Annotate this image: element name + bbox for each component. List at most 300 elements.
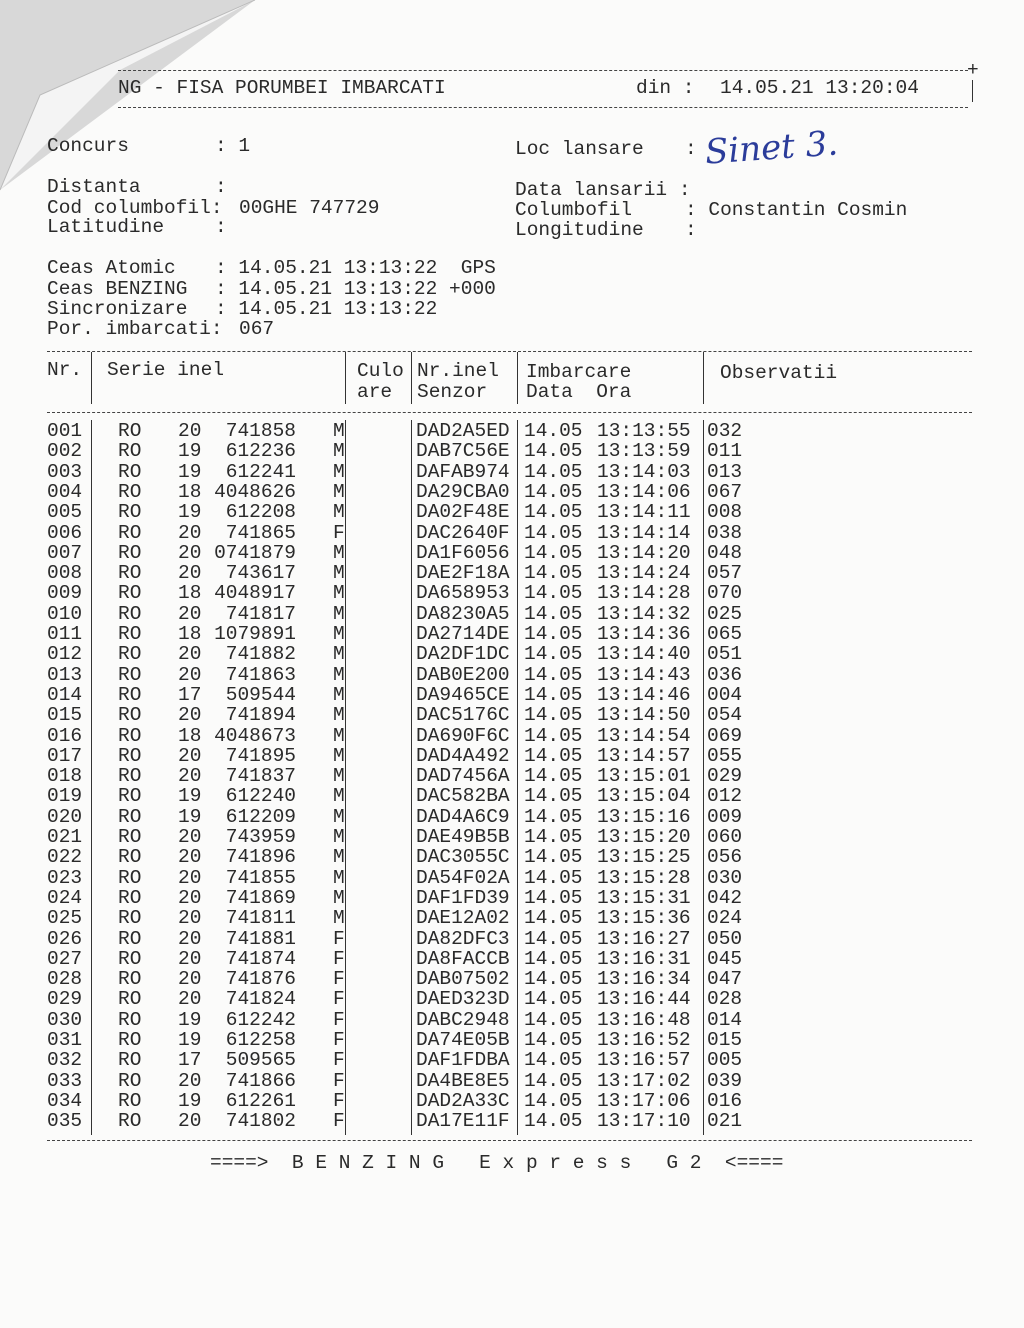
observatii-cell: 021 [707, 1110, 743, 1133]
observatii-cell: 032 [707, 420, 743, 442]
sex-cell: M [333, 866, 345, 889]
ring-number-cell: 741876 [225, 968, 296, 991]
sensor-cell: DAED323D [416, 988, 510, 1011]
col-header-inel-2: Senzor [417, 381, 488, 403]
sensor-cell: DA17E11F [416, 1110, 510, 1133]
country-cell: RO [118, 947, 142, 970]
country-cell: RO [118, 927, 142, 950]
date-cell: 14.05 [524, 521, 583, 544]
country-cell: RO [118, 562, 142, 585]
header-divider [411, 352, 412, 404]
ring-number-cell: 509544 [225, 683, 296, 706]
ring-number-cell: 4048626 [214, 480, 296, 503]
sensor-cell: DAFAB974 [416, 460, 510, 483]
nr-cell: 003 [47, 460, 83, 483]
sex-cell: F [333, 521, 345, 544]
ring-number-cell: 741837 [225, 765, 296, 788]
por-imbarcati-value: 067 [239, 318, 275, 340]
observatii-cell: 009 [707, 805, 743, 828]
year-cell: 20 [178, 907, 202, 930]
col-header-culoare-2: are [357, 381, 393, 403]
year-cell: 17 [178, 683, 202, 706]
ring-number-cell: 743959 [225, 826, 296, 848]
ring-number-cell: 741874 [225, 947, 296, 970]
date-cell: 14.05 [524, 826, 583, 848]
time-cell: 13:16:57 [597, 1049, 691, 1072]
sex-cell: M [333, 541, 345, 564]
year-cell: 17 [178, 1049, 202, 1072]
date-cell: 14.05 [524, 582, 583, 605]
date-cell: 14.05 [524, 663, 583, 686]
ring-number-cell: 741866 [225, 1069, 296, 1092]
loc-lansare-handwritten: Sinet 3. [703, 123, 840, 173]
time-cell: 13:16:31 [597, 947, 691, 970]
ring-number-cell: 741855 [225, 866, 296, 889]
year-cell: 19 [178, 1089, 202, 1112]
date-cell: 14.05 [524, 643, 583, 666]
ring-number-cell: 741817 [225, 602, 296, 625]
date-cell: 14.05 [524, 1069, 583, 1092]
time-cell: 13:14:14 [597, 521, 691, 544]
time-cell: 13:16:44 [597, 988, 691, 1011]
sensor-cell: DA1F6056 [416, 541, 510, 564]
country-cell: RO [118, 866, 142, 889]
ring-number-cell: 612209 [225, 805, 296, 828]
col-header-data-ora: Data Ora [526, 381, 632, 403]
ring-number-cell: 509565 [225, 1049, 296, 1072]
date-cell: 14.05 [524, 420, 583, 442]
country-cell: RO [118, 907, 142, 930]
nr-cell: 030 [47, 1008, 83, 1031]
date-cell: 14.05 [524, 683, 583, 706]
sex-cell: M [333, 907, 345, 930]
time-cell: 13:15:16 [597, 805, 691, 828]
header-divider [345, 352, 346, 404]
date-cell: 14.05 [524, 785, 583, 808]
sex-cell: F [333, 968, 345, 991]
loc-lansare-sep: : [685, 138, 697, 160]
country-cell: RO [118, 541, 142, 564]
table-header-rule [47, 412, 972, 413]
observatii-cell: 055 [707, 744, 743, 767]
ring-number-cell: 741895 [225, 744, 296, 767]
sex-cell: M [333, 663, 345, 686]
country-cell: RO [118, 1110, 142, 1133]
date-cell: 14.05 [524, 724, 583, 747]
time-cell: 13:14:40 [597, 643, 691, 666]
sex-cell: M [333, 562, 345, 585]
country-cell: RO [118, 1069, 142, 1092]
sensor-cell: DAD2A33C [416, 1089, 510, 1112]
sex-cell: M [333, 805, 345, 828]
time-cell: 13:15:28 [597, 866, 691, 889]
footer-banner: ====> B E N Z I N G E x p r e s s G 2 <==== [210, 1152, 784, 1174]
sensor-cell: DAD2A5ED [416, 420, 510, 442]
data-lansarii-label: Data lansarii : [515, 179, 691, 201]
sensor-cell: DAF1FDBA [416, 1049, 510, 1072]
ring-number-cell: 741869 [225, 886, 296, 909]
sex-cell: F [333, 1089, 345, 1112]
time-cell: 13:15:20 [597, 826, 691, 848]
year-cell: 19 [178, 805, 202, 828]
sensor-cell: DA690F6C [416, 724, 510, 747]
sensor-cell: DAB7C56E [416, 440, 510, 463]
ring-number-cell: 741802 [225, 1110, 296, 1133]
country-cell: RO [118, 968, 142, 991]
observatii-cell: 065 [707, 623, 743, 645]
date-cell: 14.05 [524, 744, 583, 767]
ring-number-cell: 612208 [225, 501, 296, 524]
year-cell: 20 [178, 866, 202, 889]
country-cell: RO [118, 724, 142, 747]
date-cell: 14.05 [524, 805, 583, 828]
ring-number-cell: 741881 [225, 927, 296, 950]
observatii-cell: 045 [707, 947, 743, 970]
nr-cell: 020 [47, 805, 83, 828]
time-cell: 13:16:52 [597, 1029, 691, 1051]
sex-cell: M [333, 826, 345, 848]
time-cell: 13:14:54 [597, 724, 691, 747]
nr-cell: 019 [47, 785, 83, 808]
sex-cell: M [333, 785, 345, 808]
date-cell: 14.05 [524, 623, 583, 645]
sex-cell: M [333, 501, 345, 524]
sensor-cell: DAE49B5B [416, 826, 510, 848]
year-cell: 20 [178, 886, 202, 909]
country-cell: RO [118, 886, 142, 909]
din-label: din : [636, 77, 695, 99]
year-cell: 20 [178, 1069, 202, 1092]
ceas-benzing-label: Ceas BENZING [47, 278, 188, 300]
year-cell: 19 [178, 501, 202, 524]
time-cell: 13:15:25 [597, 846, 691, 869]
ring-number-cell: 612242 [225, 1008, 296, 1031]
time-cell: 13:15:04 [597, 785, 691, 808]
sex-cell: F [333, 927, 345, 950]
observatii-cell: 057 [707, 562, 743, 585]
nr-cell: 010 [47, 602, 83, 625]
sex-cell: M [333, 704, 345, 727]
observatii-cell: 060 [707, 826, 743, 848]
folded-corner [0, 0, 260, 200]
observatii-cell: 050 [707, 927, 743, 950]
sex-cell: F [333, 988, 345, 1011]
din-value: 14.05.21 13:20:04 [720, 77, 919, 99]
year-cell: 20 [178, 521, 202, 544]
time-cell: 13:14:46 [597, 683, 691, 706]
ceas-benzing-value: : 14.05.21 13:13:22 +000 [215, 278, 496, 300]
sensor-cell: DA82DFC3 [416, 927, 510, 950]
ring-number-cell: 741894 [225, 704, 296, 727]
ring-number-cell: 4048673 [214, 724, 296, 747]
observatii-cell: 024 [707, 907, 743, 930]
country-cell: RO [118, 744, 142, 767]
col-header-observatii: Observatii [720, 362, 838, 384]
col-header-imbarcare: Imbarcare [526, 361, 632, 383]
ring-number-cell: 612258 [225, 1029, 296, 1051]
ring-number-cell: 612241 [225, 460, 296, 483]
ring-number-cell: 741882 [225, 643, 296, 666]
time-cell: 13:16:48 [597, 1008, 691, 1031]
ring-number-cell: 4048917 [214, 582, 296, 605]
sensor-cell: DA2DF1DC [416, 643, 510, 666]
cod-columbofil-label: Cod columbofil: [47, 197, 223, 219]
date-cell: 14.05 [524, 947, 583, 970]
nr-cell: 035 [47, 1110, 83, 1133]
country-cell: RO [118, 826, 142, 848]
observatii-cell: 069 [707, 724, 743, 747]
date-cell: 14.05 [524, 968, 583, 991]
columbofil-value: : Constantin Cosmin [685, 199, 908, 221]
date-cell: 14.05 [524, 440, 583, 463]
date-cell: 14.05 [524, 541, 583, 564]
date-cell: 14.05 [524, 460, 583, 483]
date-cell: 14.05 [524, 602, 583, 625]
sex-cell: F [333, 1008, 345, 1031]
column-divider [411, 420, 412, 1135]
time-cell: 13:14:32 [597, 602, 691, 625]
date-cell: 14.05 [524, 765, 583, 788]
observatii-cell: 030 [707, 866, 743, 889]
por-imbarcati-label: Por. imbarcati: [47, 318, 223, 340]
nr-cell: 029 [47, 988, 83, 1011]
observatii-cell: 038 [707, 521, 743, 544]
longitudine-label: Longitudine [515, 219, 644, 241]
sensor-cell: DAD4A6C9 [416, 805, 510, 828]
sensor-cell: DA658953 [416, 582, 510, 605]
sex-cell: M [333, 623, 345, 645]
year-cell: 20 [178, 663, 202, 686]
sex-cell: F [333, 947, 345, 970]
header-divider [517, 352, 518, 404]
nr-cell: 001 [47, 420, 83, 442]
sensor-cell: DAC582BA [416, 785, 510, 808]
table-bottom-rule [47, 1140, 972, 1141]
latitudine-sep: : [215, 216, 227, 238]
sensor-cell: DA2714DE [416, 623, 510, 645]
observatii-cell: 051 [707, 643, 743, 666]
country-cell: RO [118, 988, 142, 1011]
observatii-cell: 011 [707, 440, 743, 463]
sex-cell: F [333, 1110, 345, 1133]
time-cell: 13:14:03 [597, 460, 691, 483]
date-cell: 14.05 [524, 866, 583, 889]
ring-number-cell: 743617 [225, 562, 296, 585]
country-cell: RO [118, 501, 142, 524]
country-cell: RO [118, 704, 142, 727]
sex-cell: M [333, 582, 345, 605]
country-cell: RO [118, 460, 142, 483]
ring-number-cell: 612236 [225, 440, 296, 463]
observatii-cell: 047 [707, 968, 743, 991]
concurs-label: Concurs [47, 135, 129, 157]
sensor-cell: DA8230A5 [416, 602, 510, 625]
year-cell: 20 [178, 927, 202, 950]
sensor-cell: DA02F48E [416, 501, 510, 524]
observatii-cell: 042 [707, 886, 743, 909]
column-divider [703, 420, 704, 1135]
date-cell: 14.05 [524, 1110, 583, 1133]
time-cell: 13:17:10 [597, 1110, 691, 1133]
nr-cell: 028 [47, 968, 83, 991]
country-cell: RO [118, 480, 142, 503]
observatii-cell: 025 [707, 602, 743, 625]
nr-cell: 032 [47, 1049, 83, 1072]
observatii-cell: 056 [707, 846, 743, 869]
nr-cell: 024 [47, 886, 83, 909]
sensor-cell: DAC2640F [416, 521, 510, 544]
sensor-cell: DAD7456A [416, 765, 510, 788]
observatii-cell: 028 [707, 988, 743, 1011]
year-cell: 18 [178, 480, 202, 503]
cod-columbofil-value: 00GHE 747729 [239, 197, 380, 219]
ring-number-cell: 741896 [225, 846, 296, 869]
sex-cell: F [333, 1069, 345, 1092]
columbofil-label: Columbofil [515, 199, 633, 221]
nr-cell: 012 [47, 643, 83, 666]
year-cell: 20 [178, 602, 202, 625]
observatii-cell: 008 [707, 501, 743, 524]
nr-cell: 005 [47, 501, 83, 524]
header-divider [703, 352, 704, 404]
sex-cell: M [333, 643, 345, 666]
time-cell: 13:14:24 [597, 562, 691, 585]
country-cell: RO [118, 1049, 142, 1072]
sex-cell: M [333, 480, 345, 503]
time-cell: 13:17:02 [597, 1069, 691, 1092]
nr-cell: 013 [47, 663, 83, 686]
year-cell: 20 [178, 846, 202, 869]
time-cell: 13:17:06 [597, 1089, 691, 1112]
country-cell: RO [118, 663, 142, 686]
sex-cell: M [333, 460, 345, 483]
observatii-cell: 012 [707, 785, 743, 808]
sex-cell: M [333, 744, 345, 767]
year-cell: 20 [178, 643, 202, 666]
observatii-cell: 036 [707, 663, 743, 686]
ceas-atomic-value: : 14.05.21 13:13:22 GPS [215, 257, 496, 279]
year-cell: 19 [178, 785, 202, 808]
time-cell: 13:14:36 [597, 623, 691, 645]
sensor-cell: DA8FACCB [416, 947, 510, 970]
ring-number-cell: 612240 [225, 785, 296, 808]
sensor-cell: DAF1FD39 [416, 886, 510, 909]
distanta-label: Distanta [47, 176, 141, 198]
date-cell: 14.05 [524, 704, 583, 727]
sensor-cell: DAB0E200 [416, 663, 510, 686]
date-cell: 14.05 [524, 501, 583, 524]
year-cell: 19 [178, 1029, 202, 1051]
date-cell: 14.05 [524, 562, 583, 585]
sensor-cell: DA29CBA0 [416, 480, 510, 503]
year-cell: 20 [178, 947, 202, 970]
observatii-cell: 005 [707, 1049, 743, 1072]
date-cell: 14.05 [524, 907, 583, 930]
date-cell: 14.05 [524, 1049, 583, 1072]
time-cell: 13:13:55 [597, 420, 691, 442]
ring-number-cell: 612261 [225, 1089, 296, 1112]
sex-cell: M [333, 846, 345, 869]
observatii-cell: 070 [707, 582, 743, 605]
country-cell: RO [118, 1089, 142, 1112]
observatii-cell: 029 [707, 765, 743, 788]
time-cell: 13:14:43 [597, 663, 691, 686]
sex-cell: M [333, 440, 345, 463]
country-cell: RO [118, 643, 142, 666]
time-cell: 13:14:06 [597, 480, 691, 503]
nr-cell: 004 [47, 480, 83, 503]
country-cell: RO [118, 582, 142, 605]
year-cell: 20 [178, 420, 202, 442]
country-cell: RO [118, 805, 142, 828]
longitudine-sep: : [685, 219, 697, 241]
nr-cell: 023 [47, 866, 83, 889]
column-divider [517, 420, 518, 1135]
date-cell: 14.05 [524, 846, 583, 869]
date-cell: 14.05 [524, 480, 583, 503]
sensor-cell: DA54F02A [416, 866, 510, 889]
observatii-cell: 013 [707, 460, 743, 483]
time-cell: 13:14:20 [597, 541, 691, 564]
country-cell: RO [118, 846, 142, 869]
observatii-cell: 054 [707, 704, 743, 727]
sex-cell: F [333, 1029, 345, 1051]
date-cell: 14.05 [524, 927, 583, 950]
observatii-cell: 067 [707, 480, 743, 503]
observatii-cell: 048 [707, 541, 743, 564]
nr-cell: 014 [47, 683, 83, 706]
date-cell: 14.05 [524, 1089, 583, 1112]
time-cell: 13:16:34 [597, 968, 691, 991]
nr-cell: 025 [47, 907, 83, 930]
ring-number-cell: 1079891 [214, 623, 296, 645]
year-cell: 19 [178, 440, 202, 463]
sensor-cell: DA9465CE [416, 683, 510, 706]
nr-cell: 027 [47, 947, 83, 970]
year-cell: 20 [178, 744, 202, 767]
country-cell: RO [118, 623, 142, 645]
year-cell: 20 [178, 1110, 202, 1133]
table-top-rule [47, 351, 972, 352]
nr-cell: 015 [47, 704, 83, 727]
country-cell: RO [118, 420, 142, 442]
sex-cell: F [333, 1049, 345, 1072]
observatii-cell: 004 [707, 683, 743, 706]
sex-cell: M [333, 765, 345, 788]
ring-number-cell: 741865 [225, 521, 296, 544]
header-divider [91, 352, 92, 404]
country-cell: RO [118, 765, 142, 788]
year-cell: 20 [178, 704, 202, 727]
year-cell: 18 [178, 582, 202, 605]
nr-cell: 009 [47, 582, 83, 605]
sensor-cell: DABC2948 [416, 1008, 510, 1031]
header-right-border [972, 80, 973, 102]
sensor-cell: DA4BE8E5 [416, 1069, 510, 1092]
date-cell: 14.05 [524, 1029, 583, 1051]
column-divider [91, 420, 92, 1135]
col-header-inel-1: Nr.inel [417, 360, 499, 382]
nr-cell: 021 [47, 826, 83, 848]
year-cell: 20 [178, 826, 202, 848]
concurs-value: : 1 [215, 135, 251, 157]
country-cell: RO [118, 440, 142, 463]
year-cell: 18 [178, 623, 202, 645]
sensor-cell: DAD4A492 [416, 744, 510, 767]
sex-cell: M [333, 886, 345, 909]
country-cell: RO [118, 1029, 142, 1051]
observatii-cell: 016 [707, 1089, 743, 1112]
